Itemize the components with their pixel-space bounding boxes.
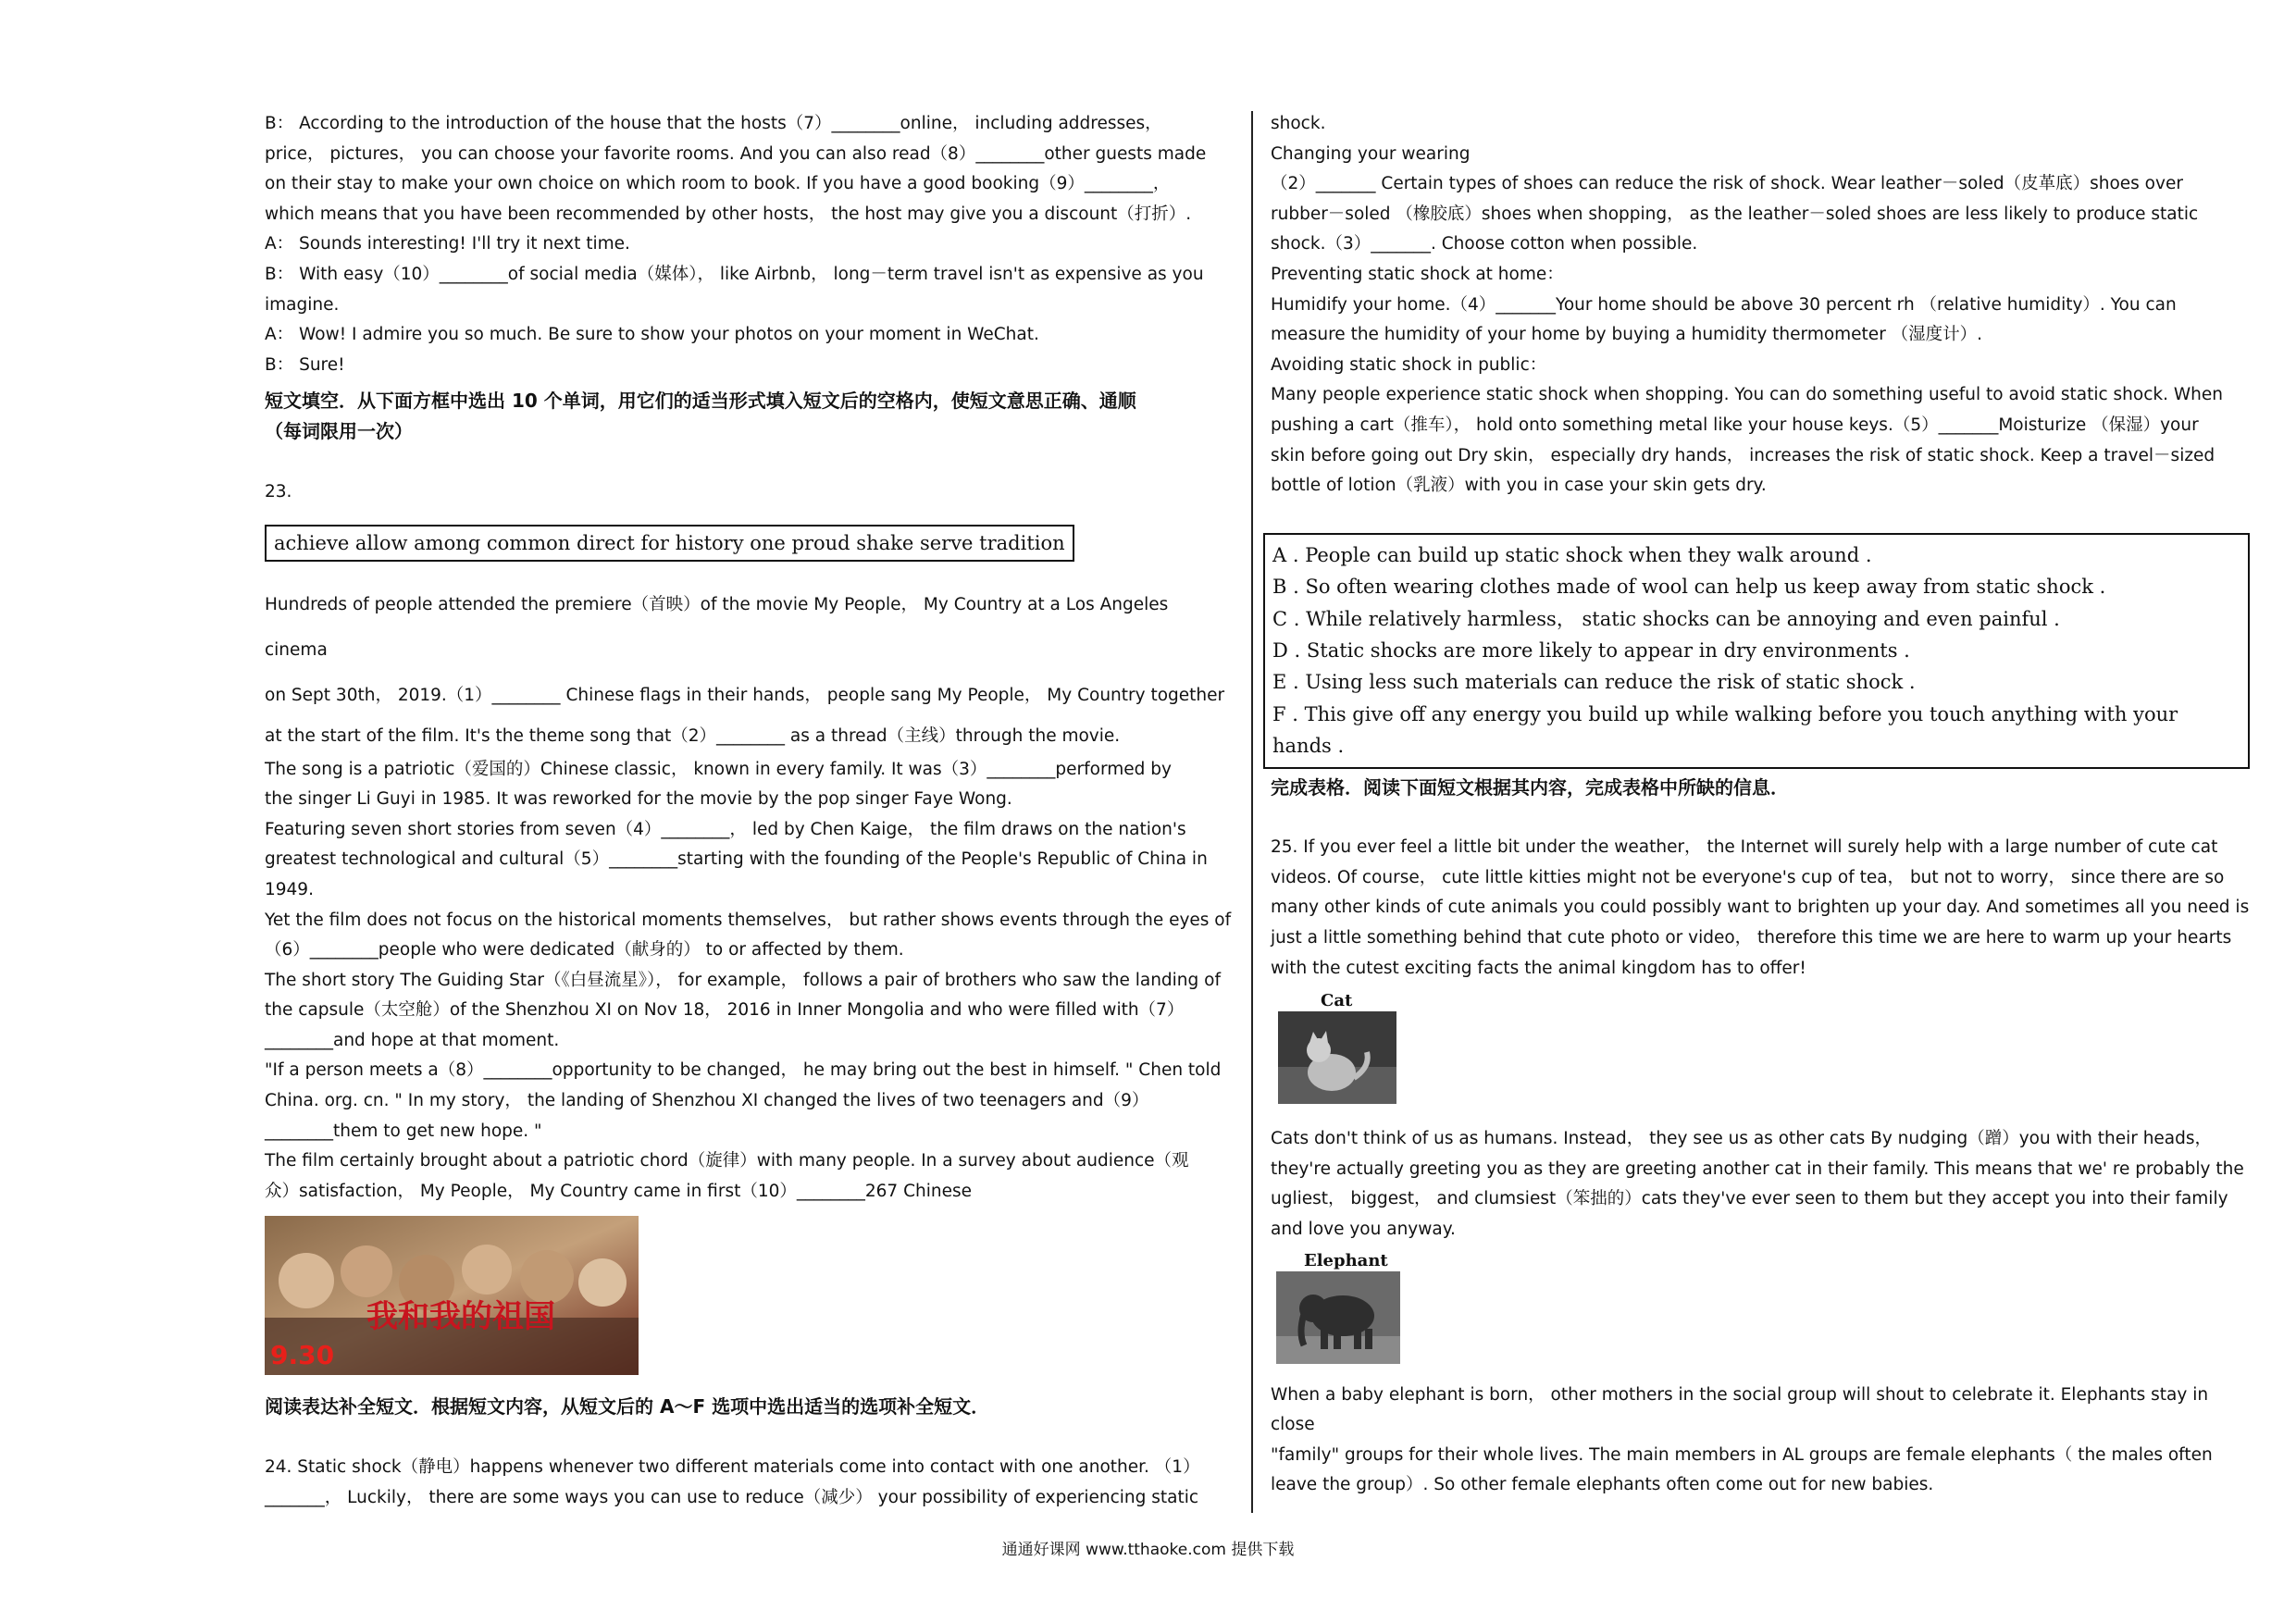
passage-line: ugliest， biggest， and clumsiest（笨拙的）cats they've ever seen to them but they accept you into their family bbox=[1271, 1189, 2228, 1209]
elephant-photo bbox=[1276, 1271, 1400, 1364]
dialogue-line: price， pictures， you can choose your favorite rooms. And you can also read（8）________other guests made bbox=[265, 143, 1207, 164]
passage-line: Featuring seven short stories from seven（4）________， led by Chen Kaige， the film draws on the nation's bbox=[265, 819, 1186, 839]
passage-line: China. org. cn. " In my story， the landing of Shenzhou XI changed the lives of two teenagers and（9） bbox=[265, 1091, 1149, 1111]
passage-line: Preventing static shock at home： bbox=[1271, 264, 1564, 284]
passage-line: skin before going out Dry skin， especially dry hands， increases the risk of static shock. Keep a travel－sized bbox=[1271, 445, 2215, 465]
dialogue-line: which means that you have been recommended by other hosts， the host may give you a discount（打折）. bbox=[265, 204, 1192, 224]
page-footer: 通通好课网 www.tthaoke.com 提供下载 bbox=[1001, 1541, 1295, 1559]
passage-line: Changing your wearing bbox=[1271, 143, 1471, 164]
elephant-figure bbox=[1276, 1251, 2252, 1364]
passage-line: _______， Luckily， there are some ways you can use to reduce（减少） your possibility of experiencing static bbox=[265, 1487, 1199, 1507]
passage-line: Cats don't think of us as humans. Instead， they see us as other cats By nudging（蹭）you with their heads， bbox=[1271, 1129, 2213, 1149]
passage-line: 24. Static shock（静电）happens whenever two different materials come into contact with one another. （1） bbox=[265, 1457, 1200, 1478]
passage-line: greatest technological and cultural（5）________starting with the founding of the People's Republic of China in bbox=[265, 849, 1208, 870]
passage-line: Many people experience static shock when shopping. You can do something useful to avoid static shock. When bbox=[1271, 385, 2223, 405]
passage-line: many other kinds of cute animals you could possibly want to brighten up your day. And sometimes all you need is bbox=[1271, 898, 2250, 918]
dialogue-line: A： Wow! I admire you so much. Be sure to show your photos on your moment in WeChat. bbox=[265, 325, 1039, 345]
passage-line: The short story The Guiding Star（《白昼流星》）， for example， follows a pair of brothers who saw the landing of bbox=[265, 970, 1221, 990]
dialogue-line: B： According to the introduction of the house that the hosts（7）________online， including addresses， bbox=[265, 114, 1162, 133]
passage-line: ________them to get new hope. " bbox=[265, 1121, 542, 1141]
passage-line: at the start of the film. It's the theme song that（2）________ as a thread（主线）through the movie. bbox=[265, 725, 1121, 746]
passage-line: ________and hope at that moment. bbox=[265, 1030, 560, 1050]
passage-line: Avoiding static shock in public： bbox=[1271, 354, 1547, 375]
dialogue-line: A： Sounds interesting! I'll try it next time. bbox=[265, 234, 630, 254]
passage-line: measure the humidity of your home by buying a humidity thermometer （湿度计）. bbox=[1271, 325, 1983, 345]
cat-figure bbox=[1278, 991, 2252, 1104]
passage-line: 1949. bbox=[265, 879, 314, 899]
dialogue-line: B： With easy（10）________of social media（媒体）， like Airbnb， long－term travel isn't as expensive as you bbox=[265, 264, 1204, 284]
elephant-label: Elephant bbox=[1304, 1250, 1388, 1270]
cat-photo bbox=[1278, 1011, 1396, 1104]
passage-line: 25. If you ever feel a little bit under the weather， the Internet will surely help with a large number of cute cat bbox=[1271, 837, 2218, 858]
right-column bbox=[1271, 109, 2252, 1501]
poster-title: 我和我的祖国 bbox=[366, 1298, 555, 1336]
passage-line: shock. bbox=[1271, 114, 1326, 133]
passage-line: （6）________people who were dedicated（献身的） to or affected by them. bbox=[265, 940, 904, 960]
options-box bbox=[1263, 533, 2250, 769]
passage-line: on Sept 30th， 2019.（1）________ Chinese flags in their hands， people sang My People， My Country together bbox=[265, 685, 1225, 705]
option-e: E . Using less such materials can reduce the risk of static shock . bbox=[1272, 671, 1916, 694]
passage-line: with the cutest exciting facts the animal kingdom has to offer! bbox=[1271, 958, 1806, 978]
dialogue-line: on their stay to make your own choice on which room to book. If you have a good booking（9）________， bbox=[265, 174, 1171, 194]
dialogue bbox=[265, 109, 1235, 380]
option-d: D . Static shocks are more likely to appear in dry environments . bbox=[1272, 638, 1910, 662]
movie-poster-image bbox=[265, 1216, 639, 1375]
passage-line: The film certainly brought about a patriotic chord（旋律）with many people. In a survey about audience（观 bbox=[265, 1151, 1189, 1171]
reading-heading: 阅读表达补全短文．根据短文内容，从短文后的 A～F 选项中选出适当的选项补全短文． bbox=[265, 1395, 990, 1419]
passage-line: videos. Of course， cute little kitties might not be everyone's cup of tea， but not to worry， since there are so bbox=[1271, 867, 2225, 887]
passage-line: Hundreds of people attended the premiere（首映）of the movie My People， My Country at a Los Angeles cinema bbox=[265, 594, 1169, 660]
passage-line: bottle of lotion（乳液）with you in case your skin gets dry. bbox=[1271, 476, 1767, 496]
option-b: B . So often wearing clothes made of wool can help us keep away from static shock . bbox=[1272, 576, 2106, 599]
passage-line: and love you anyway. bbox=[1271, 1219, 1456, 1239]
passage-line: they're actually greeting you as they are greeting another cat in their family. This means that we' re probably the bbox=[1271, 1158, 2244, 1179]
passage-line: Humidify your home.（4）_______Your home should be above 30 percent rh （relative humidity）. You can bbox=[1271, 294, 2177, 315]
left-column bbox=[265, 109, 1235, 1513]
cat-label: Cat bbox=[1321, 991, 1353, 1011]
passage-line: The song is a patriotic（爱国的）Chinese classic， known in every family. It was（3）________performed by bbox=[265, 759, 1172, 779]
passage-line: "family" groups for their whole lives. The main members in AL groups are female elephants（ the males often bbox=[1271, 1444, 2213, 1465]
dialogue-line: B： Sure! bbox=[265, 354, 345, 375]
passage-line: 众）satisfaction， My People， My Country came in first（10）________267 Chinese bbox=[265, 1181, 972, 1201]
option-f: F . This give off any energy you build up while walking before you touch anything with your hands . bbox=[1272, 702, 2178, 758]
passage-line: shock.（3）_______. Choose cotton when possible. bbox=[1271, 234, 1698, 254]
passage-line: When a baby elephant is born， other mothers in the social group will shout to celebrate it. Elephants stay in close bbox=[1271, 1384, 2209, 1435]
passage-line: （2）_______ Certain types of shoes can reduce the risk of shock. Wear leather－soled（皮革底）shoes over bbox=[1271, 174, 2183, 194]
section-heading: （每词限用一次） bbox=[265, 420, 413, 443]
section-heading: 短文填空．从下面方框中选出 10 个单词，用它们的适当形式填入短文后的空格内，使短文意思正确、通顺 bbox=[265, 390, 1136, 413]
table-heading: 完成表格．阅读下面短文根据其内容，完成表格中所缺的信息． bbox=[1271, 775, 1789, 799]
passage-line: pushing a cart（推车）， hold onto something metal like your house keys.（5）_______Moisturize （保湿）your bbox=[1271, 415, 2199, 435]
dialogue-line: imagine. bbox=[265, 294, 340, 315]
passage-line: the singer Li Guyi in 1985. It was reworked for the movie by the pop singer Faye Wong. bbox=[265, 789, 1012, 810]
passage-line: rubber－soled （橡胶底）shoes when shopping， as the leather－soled shoes are less likely to produce static bbox=[1271, 204, 2199, 224]
option-c: C . While relatively harmless， static shocks can be annoying and even painful . bbox=[1272, 607, 2060, 630]
passage-line: "If a person meets a（8）________opportunity to be changed， he may bring out the best in himself. " Chen told bbox=[265, 1060, 1222, 1081]
passage-line: the capsule（太空舱）of the Shenzhou XI on Nov 18， 2016 in Inner Mongolia and who were filled with（7） bbox=[265, 1000, 1185, 1021]
poster-date: 9.30 bbox=[270, 1340, 335, 1371]
question-number: 23. bbox=[265, 481, 292, 502]
option-a: A . People can build up static shock when they walk around . bbox=[1272, 543, 1872, 566]
column-divider bbox=[1251, 111, 1253, 1513]
passage-line: just a little something behind that cute photo or video， therefore this time we are here to warm up your hearts bbox=[1271, 927, 2232, 948]
passage-line: leave the group）. So other female elephants often come out for new babies. bbox=[1271, 1475, 1934, 1495]
passage-line: Yet the film does not focus on the historical moments themselves， but rather shows events through the eyes of bbox=[265, 910, 1232, 930]
word-box: achieve allow among common direct for history one proud shake serve tradition bbox=[265, 525, 1074, 562]
